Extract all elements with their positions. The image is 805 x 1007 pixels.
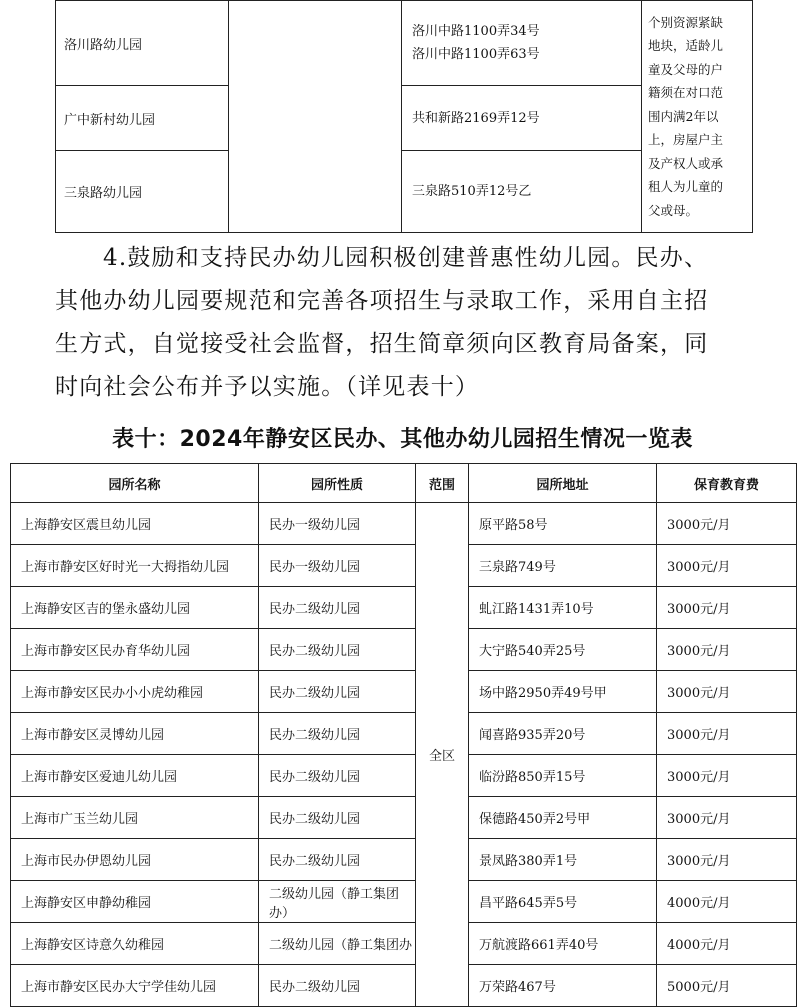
paragraph-line: 生方式，自觉接受社会监督，招生简章须向区教育局备案，同: [55, 331, 709, 357]
kindergarten-address: 景凤路380弄1号: [469, 839, 657, 881]
kindergarten-address: 昌平路645弄5号: [469, 881, 657, 923]
enrollment-note: 个别资源紧缺 地块，适龄儿 童及父母的户 籍须在对口范 围内满2年以 上，房屋户主 及产权人或承 租人为儿童的 父或母。: [642, 1, 753, 233]
tuition-fee: 5000元/月: [657, 965, 797, 1007]
kindergarten-name: 上海市静安区灵博幼儿园: [11, 713, 259, 755]
table-caption: 表十：2024年静安区民办、其他办幼儿园招生情况一览表: [112, 427, 693, 452]
kindergarten-address: 临汾路850弄15号: [469, 755, 657, 797]
scope-cell: 全区: [416, 503, 469, 1007]
paragraph-line: 4.鼓励和支持民办幼儿园积极创建普惠性幼儿园。民办、: [103, 245, 709, 271]
kindergarten-address: 虬江路1431弄10号: [469, 587, 657, 629]
kindergarten-type: 民办二级幼儿园: [259, 629, 416, 671]
table-row: [11, 503, 797, 545]
kindergarten-type: 民办二级幼儿园: [259, 713, 416, 755]
table-row: [11, 671, 797, 713]
top-table: [55, 0, 753, 233]
column-header-type: 园所性质: [259, 464, 416, 503]
empty-merged-cell: [229, 1, 402, 233]
table-header-row: [11, 464, 797, 503]
column-header-scope: 范围: [416, 464, 469, 503]
kindergarten-address: 共和新路2169弄12号: [402, 86, 642, 151]
kindergarten-type: 民办二级幼儿园: [259, 671, 416, 713]
table-row: [11, 713, 797, 755]
kindergarten-name: 洛川路幼儿园: [56, 1, 229, 86]
table-row: [11, 965, 797, 1007]
kindergarten-address: 万航渡路661弄40号: [469, 923, 657, 965]
kindergarten-type: 民办二级幼儿园: [259, 587, 416, 629]
table-row: [11, 629, 797, 671]
kindergarten-address: 保德路450弄2号甲: [469, 797, 657, 839]
table-row: [56, 1, 753, 86]
tuition-fee: 3000元/月: [657, 545, 797, 587]
kindergarten-name: 上海静安区诗意久幼稚园: [11, 923, 259, 965]
kindergarten-name: 广中新村幼儿园: [56, 86, 229, 151]
column-header-name: 园所名称: [11, 464, 259, 503]
tuition-fee: 3000元/月: [657, 503, 797, 545]
tuition-fee: 3000元/月: [657, 755, 797, 797]
kindergarten-name: 上海市静安区民办大宁学佳幼儿园: [11, 965, 259, 1007]
kindergarten-type: 民办二级幼儿园: [259, 965, 416, 1007]
kindergarten-name: 上海市广玉兰幼儿园: [11, 797, 259, 839]
kindergarten-address: 原平路58号: [469, 503, 657, 545]
kindergarten-name: 上海市民办伊恩幼儿园: [11, 839, 259, 881]
kindergarten-name: 上海市静安区民办育华幼儿园: [11, 629, 259, 671]
kindergarten-address: 闻喜路935弄20号: [469, 713, 657, 755]
kindergarten-address: 大宁路540弄25号: [469, 629, 657, 671]
tuition-fee: 3000元/月: [657, 587, 797, 629]
tuition-fee: 3000元/月: [657, 713, 797, 755]
column-header-fee: 保育教育费: [657, 464, 797, 503]
tuition-fee: 3000元/月: [657, 797, 797, 839]
kindergarten-address: 洛川中路1100弄34号 洛川中路1100弄63号: [402, 1, 642, 86]
table-row: [11, 545, 797, 587]
kindergarten-address: 三泉路510弄12号乙: [402, 151, 642, 233]
tuition-fee: 4000元/月: [657, 881, 797, 923]
table-row: [11, 839, 797, 881]
kindergarten-name: 上海市静安区民办小小虎幼稚园: [11, 671, 259, 713]
kindergarten-type: 二级幼儿园（静工集团办）: [259, 881, 416, 923]
kindergarten-type: 民办二级幼儿园: [259, 839, 416, 881]
kindergarten-type: 二级幼儿园（静工集团办: [259, 923, 416, 965]
kindergarten-type: 民办一级幼儿园: [259, 503, 416, 545]
kindergarten-address: 场中路2950弄49号甲: [469, 671, 657, 713]
kindergarten-name: 上海静安区吉的堡永盛幼儿园: [11, 587, 259, 629]
kindergarten-name: 上海市静安区爱迪儿幼儿园: [11, 755, 259, 797]
kindergarten-name: 上海静安区申静幼稚园: [11, 881, 259, 923]
kindergarten-type: 民办二级幼儿园: [259, 755, 416, 797]
body-paragraph: [55, 237, 755, 409]
kindergarten-name: 三泉路幼儿园: [56, 151, 229, 233]
tuition-fee: 3000元/月: [657, 671, 797, 713]
kindergarten-name: 上海静安区震旦幼儿园: [11, 503, 259, 545]
tuition-fee: 3000元/月: [657, 839, 797, 881]
enrollment-table: [10, 463, 797, 1007]
paragraph-line: 时向社会公布并予以实施。（详见表十）: [55, 374, 480, 400]
table-row: [11, 587, 797, 629]
table-row: [11, 881, 797, 923]
table-row: [11, 755, 797, 797]
table-row: [11, 797, 797, 839]
kindergarten-type: 民办二级幼儿园: [259, 797, 416, 839]
table-row: [11, 923, 797, 965]
tuition-fee: 3000元/月: [657, 629, 797, 671]
kindergarten-type: 民办一级幼儿园: [259, 545, 416, 587]
tuition-fee: 4000元/月: [657, 923, 797, 965]
column-header-address: 园所地址: [469, 464, 657, 503]
paragraph-line: 其他办幼儿园要规范和完善各项招生与录取工作，采用自主招: [55, 288, 709, 314]
kindergarten-name: 上海市静安区好时光一大拇指幼儿园: [11, 545, 259, 587]
kindergarten-address: 三泉路749号: [469, 545, 657, 587]
kindergarten-address: 万荣路467号: [469, 965, 657, 1007]
